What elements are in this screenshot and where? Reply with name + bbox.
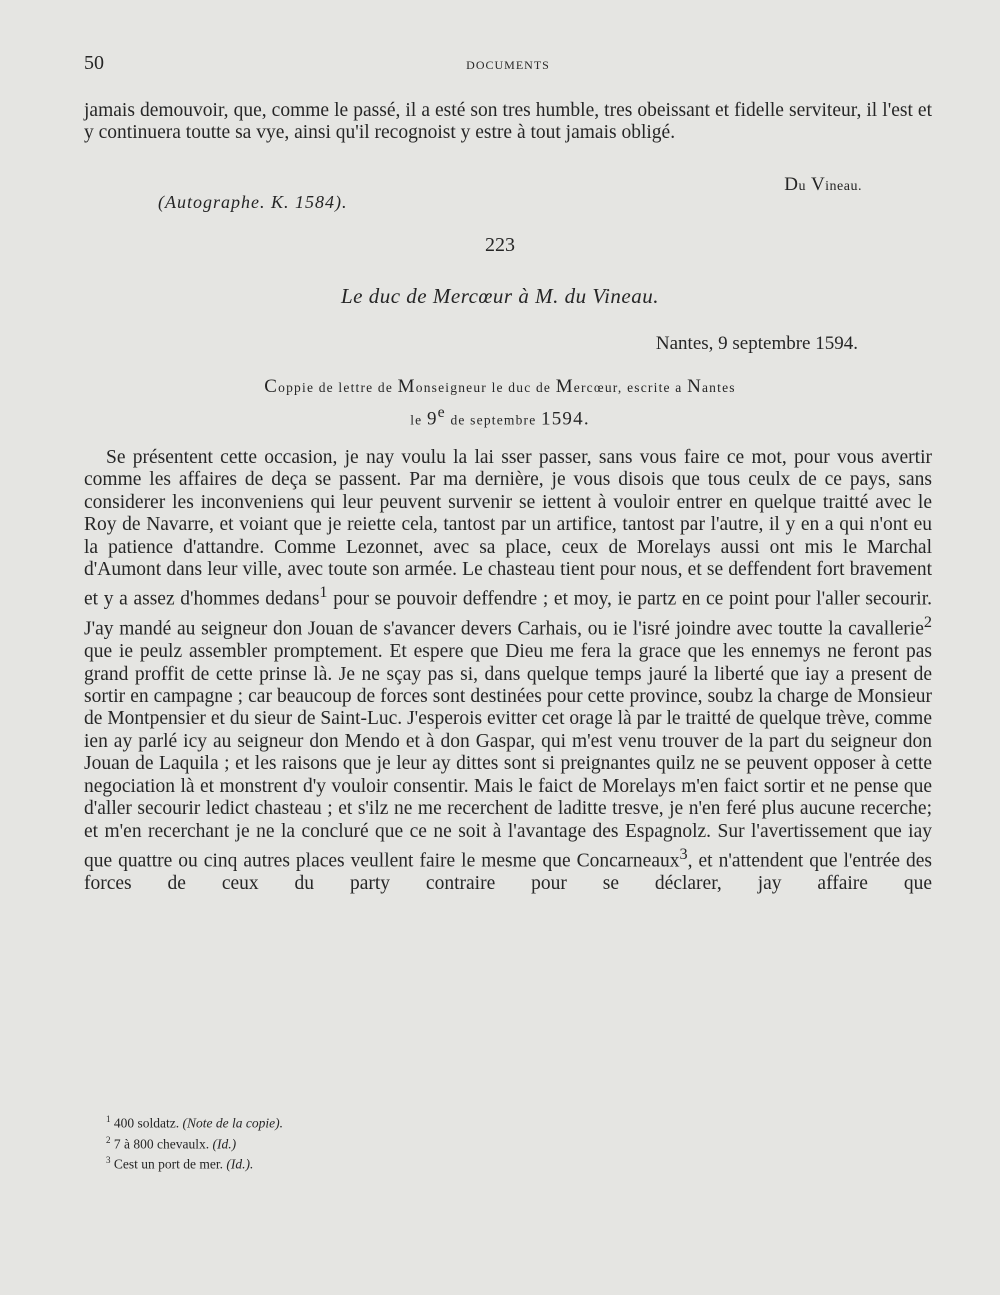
- footnote-reference: 2: [923, 613, 932, 632]
- page-number: 50: [84, 52, 104, 74]
- source-note: (Autographe. K. 1584).: [158, 192, 348, 212]
- footnote: [106, 1111, 283, 1132]
- document-number: 223: [485, 234, 515, 256]
- signature: [784, 174, 862, 196]
- heading-superscript: e: [437, 404, 446, 421]
- body-text-run: pour se pouvoir deffendre ; et moy, ie partz en ce point pour l'aller secourir. J'ay mandé au seigneur don Jouan de s'avancer devers Carhais, ou ie l'isré joindre avec toutte la cavallerie: [84, 588, 932, 640]
- footnote-note: (Id.).: [226, 1156, 254, 1172]
- heading-small-caps: onseigneur le duc de: [415, 380, 556, 395]
- footnote-text: Cest un port de mer.: [113, 1156, 227, 1172]
- letter-body: [84, 447, 932, 895]
- heading-capital: M: [555, 376, 574, 397]
- previous-letter-ending: [84, 100, 932, 145]
- footnotes: [106, 1111, 283, 1173]
- footnote: [106, 1152, 283, 1173]
- copy-heading: [70, 374, 930, 432]
- heading-capital: 1594.: [541, 408, 590, 430]
- heading-small-caps: ercœur, escrite a: [573, 380, 688, 395]
- footnote-text: 400 soldatz.: [113, 1115, 183, 1131]
- footnote-reference: 1: [319, 583, 328, 602]
- heading-small-caps: de septembre: [445, 412, 542, 428]
- heading-small-caps: le: [410, 412, 427, 428]
- heading-capital: N: [687, 376, 702, 397]
- body-text-run: que ie peulz assembler promptement. Et espere que Dieu me fera la grace que les ennemys ne feront pas grand proffit de cette prinse là. Je ne sçay pas si, dans quelque temps jauré la liberté que iay a present de sortir en campagne ; car beaucoup de forces sont destinées pour cette province, soubz la charge de Monsieur de Montpensier et du sieur de Saint-Luc. J'esperois evitter cet orage là par le traitté de quelque trève, comme ien ay parlé icy au seigneur don Mendo et à don Gaspar, qui m'est venu trouver de la part du seigneur don Jouan de Laquila ; et les raisons que je leur ay dittes sont si preignantes quilz ne se peuvent opposer à cette negociation là et monstrent d'y vouloir consentir. Mais le faict de Morelays m'en faict sortir et ne pense que d'aller secourir ledict chasteau ; et s'ilz ne me recerchent de laditte tresve, je n'en feré plus aucune recerche; et m'en recerchant je ne la concluré que ce ne soit à l'avantage des Espagnolz. Sur l'avertissement que iay que quattre ou cinq autres places veullent faire le mesme que Concarneaux: [84, 641, 932, 872]
- dateline: Nantes, 9 septembre 1594.: [655, 333, 858, 354]
- letter-paragraph: [84, 447, 932, 895]
- signature-second-initial: V: [810, 174, 826, 195]
- heading-capital: 9: [426, 408, 438, 430]
- signature-first-rest: u: [798, 179, 807, 194]
- running-head: DOCUMENTS: [466, 58, 550, 72]
- footnote: [106, 1132, 283, 1153]
- heading-capital: M: [397, 376, 416, 397]
- signature-second-rest: ineau.: [825, 179, 862, 194]
- body-text-run: Se présentent cette occasion, je nay voulu la lai sser passer, sans vous faire ce mot, pour vous avertir comme les affaires de deça se passent. Par ma dernière, je vous disois que tous ceulx de ce pays, sans considerer les inconveniens qui leur peuvent survenir se iettent à vouloir entrer en quelque traitté avec le Roy de Navarre, et voiant que je reiette cela, tantost par un artifice, tantost par l'autre, il y en a qui n'ont eu la patience d'attandre. Comme Lezonnet, avec sa place, ceux de Morelays aussi ont mis le Marchal d'Aumont dans leur ville, avec toute son armée. Le chasteau tient pour nous, et se deffendent fort bravement et y a assez d'hommes dedans: [84, 447, 932, 610]
- signature-first-initial: D: [784, 174, 799, 195]
- heading-small-caps: antes: [701, 380, 736, 395]
- footnote-note: (Id.): [212, 1136, 237, 1151]
- footnote-mark: 3: [106, 1155, 111, 1165]
- previous-letter-text: jamais demouvoir, que, comme le passé, il a esté son tres humble, tres obeissant et fidelle serviteur, il l'est et y continuera toutte sa vye, ainsi qu'il recognoist y estre à tout jamais obligé.: [84, 100, 932, 144]
- body-text-run: , et n'attendent que l'entrée des forces de ceux du party contraire pour se déclarer, jay affaire que: [84, 850, 933, 894]
- letter-title: Le duc de Mercœur à M. du Vineau.: [340, 284, 660, 308]
- page-header: [84, 52, 932, 76]
- heading-small-caps: oppie de lettre de: [278, 380, 398, 395]
- heading-capital: C: [264, 376, 279, 397]
- footnote-text: 7 à 800 chevaulx.: [113, 1136, 213, 1151]
- footnote-reference: 3: [679, 844, 688, 863]
- footnote-mark: 1: [106, 1114, 111, 1124]
- footnote-note: (Note de la copie).: [182, 1115, 283, 1131]
- footnote-mark: 2: [106, 1134, 111, 1145]
